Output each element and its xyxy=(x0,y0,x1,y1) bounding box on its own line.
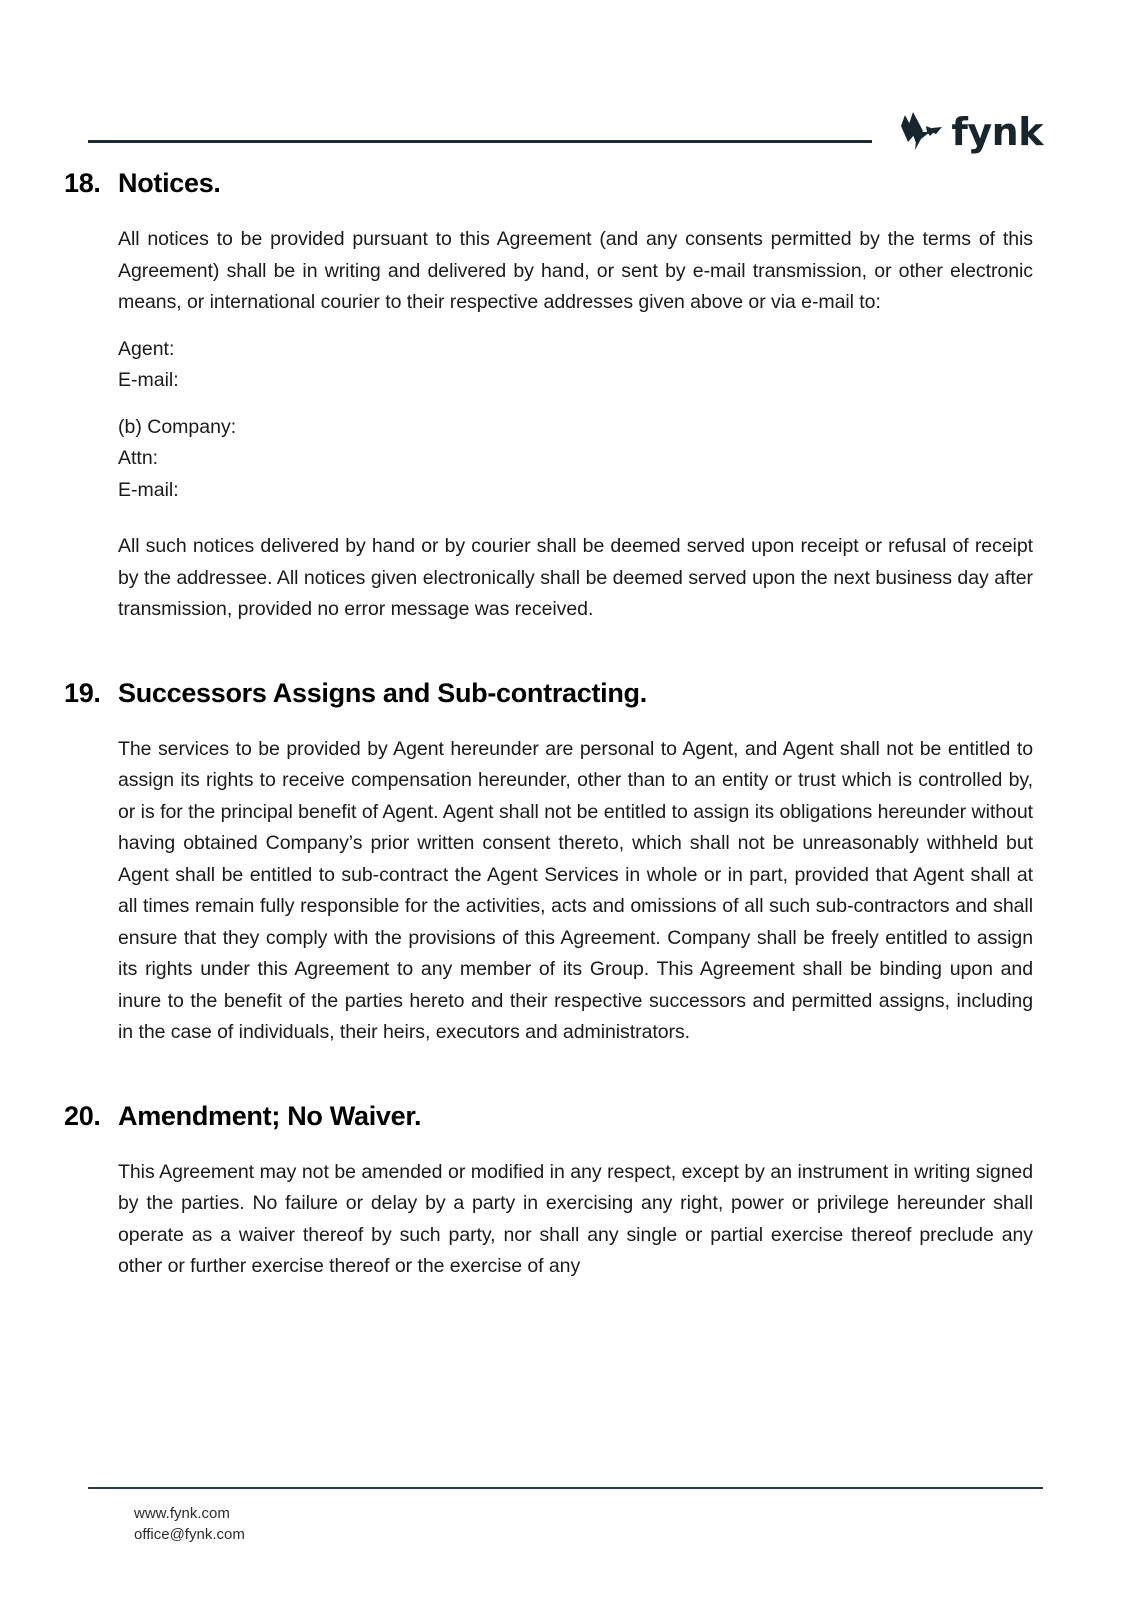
section-18-body xyxy=(118,224,1033,626)
section-title-20: Amendment; No Waiver. xyxy=(118,1100,422,1131)
footer-divider-rule xyxy=(88,1487,1043,1489)
fynk-logo xyxy=(896,112,1043,152)
address-line-company-attn: Attn: xyxy=(118,447,159,469)
footer-website: www.fynk.com xyxy=(134,1505,230,1522)
section-heading-19 xyxy=(64,678,1067,709)
address-line-company-email: E-mail: xyxy=(118,478,179,501)
address-line-company: (b) Company: xyxy=(118,415,237,438)
section-number-19: 19. xyxy=(64,677,101,708)
address-line-agent-email: E-mail: xyxy=(118,369,179,391)
section-title-19: Successors Assigns and Sub-contracting. xyxy=(118,677,647,708)
section-20-body xyxy=(118,1157,1033,1283)
footer-email: office@fynk.com xyxy=(134,1526,245,1543)
document-content xyxy=(64,168,1067,1283)
fynk-wordmark: fynk xyxy=(951,110,1043,154)
address-line-agent: Agent: xyxy=(118,337,175,360)
page-footer xyxy=(88,1487,1043,1545)
header-divider-rule xyxy=(88,140,872,143)
paragraph-18-1: All notices to be provided pursuant to this Agreement (and any consents permitted by the terms of this Agreement) shall be in writing and delivered by hand, or sent by e-mail transmission, or other electronic means, or international courier to their respective addresses given above or via e-mail to: xyxy=(118,228,1033,313)
section-number-18: 18. xyxy=(64,168,101,198)
fynk-origami-bird-logo-icon xyxy=(896,112,942,152)
section-heading-18 xyxy=(64,168,1067,199)
section-19-body xyxy=(118,734,1033,1049)
footer-contact-block xyxy=(134,1503,1043,1545)
page-header xyxy=(88,100,1043,160)
paragraph-18-2: All such notices delivered by hand or by courier shall be deemed served upon receipt or refusal of receipt by the addressee. All notices given electronically shall be deemed served upon the next business day after transmission, provided no error message was received. xyxy=(118,535,1033,620)
section-number-20: 20. xyxy=(64,1100,101,1131)
paragraph-20-1: This Agreement may not be amended or modified in any respect, except by an instrument in writing signed by the parties. No failure or delay by a party in exercising any right, power or privilege hereunder shall operate as a waiver thereof by such party, nor shall any single or partial exercise thereof preclude any other or further exercise thereof or the exercise of any xyxy=(118,1160,1033,1277)
paragraph-19-1: The services to be provided by Agent hereunder are personal to Agent, and Agent shall not be entitled to assign its rights to receive compensation hereunder, other than to an entity or trust which is controlled by, or is for the principal benefit of Agent. Agent shall not be entitled to assign its obligations hereunder without having obtained Company’s prior written consent thereto, which shall not be unreasonably withheld but Agent shall be entitled to sub-contract the Agent Services in whole or in part, provided that Agent shall at all times remain fully responsible for the activities, acts and omissions of all such sub-contractors and shall ensure that they comply with the provisions of this Agreement. Company shall be freely entitled to assign its rights under this Agreement to any member of its Group. This Agreement shall be binding upon and inure to the benefit of the parties hereto and their respective successors and permitted assigns, including in the case of individuals, their heirs, executors and administrators. xyxy=(118,737,1033,1043)
section-title-18: Notices. xyxy=(118,168,221,198)
section-heading-20 xyxy=(64,1101,1067,1132)
